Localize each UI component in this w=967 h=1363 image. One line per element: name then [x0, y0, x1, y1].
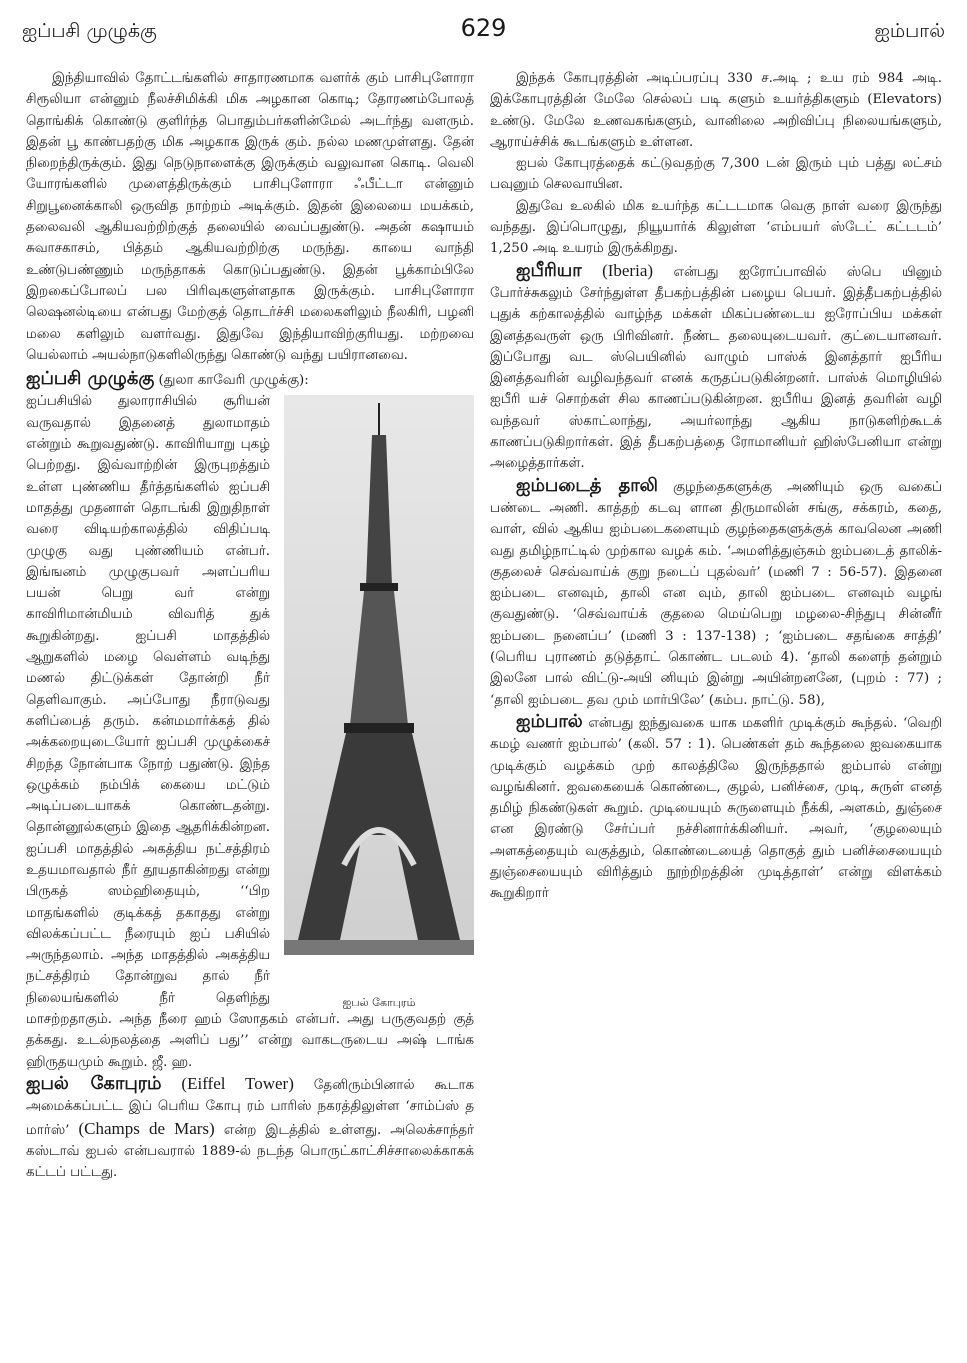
- entry-eiffel-champs: (Champs de Mars): [78, 1118, 215, 1138]
- entry-title-ippasi: ஐப்பசி முழுக்கு: [26, 368, 155, 390]
- left-column: [26, 68, 474, 1183]
- eiffel-figure: [284, 395, 474, 1010]
- entry-title-aimpadai: ஐம்படைத் தாலி: [516, 474, 659, 496]
- eiffel-continued-3: இதுவே உலகில் மிக உயர்ந்த கட்டடமாக வெகு நாள் வரை இருந்து வந்தது. இப்பொழுது, நியூயார்க் கிலுள்ள ‘எம்பயர் ஸ்டேட் கட்டடம்’ 1,250 அடி உயரம் இருக்கிறது.: [490, 198, 942, 257]
- entry-title-eiffel: ஐபல் கோபுரம்: [26, 1072, 162, 1094]
- entry-aimpal-text: என்பது ஐந்துவகை யாக மகளிர் முடிக்கும் கூந்தல். ‘வெறி கமழ் வணர் ஐம்பால்’ (கலி. 57 : 1). பெண்கள் தம் கூந்தலை ஐவகையாக முடிக்கும் வழக்கம் முற் காலத்திலே இருந்ததால் ஐம்பால் என்று வழங்கினர். ஐவகையைக் கொண்டை, குழல், பனிச்சை, முடி, சுருள் எனத் தமிழ் நிகண்டுகள் கூறும். முடியையும் சுருளையும் நீக்கி, அளகம், துஞ்சை என இரண்டு சேர்ப்பர் நச்சினார்க்கினியர். அவர், ‘குழலையும் அளகத்தையும் வகுத்தும், கொண்டையைத் தொகுத் தும் பனிச்சையையும் துஞ்சையையும் விரித்தும் நூற்றிறத்தின் முடித்தாள்’ என்று விளக்கம் கூறுகிறார்: [490, 715, 942, 902]
- entry-eiffel-text-2: என்ற இடத்தில் உள்ளது. அலெக்சாந்தர் கஸ்டாவ் ஐபல் என்பவரால் 1889-ல் நடந்த பொருட்காட்சிச்சாலைக்காகக் கட்டப் பட்டது.: [26, 1122, 474, 1181]
- entry-title-aimpal: ஐம்பால்: [516, 710, 583, 732]
- entry-title-iberia: ஐபீரியா: [516, 259, 582, 281]
- page-header: [22, 14, 945, 50]
- entry-iberia-text: என்பது ஐரோப்பாவில் ஸ்பெ யினும் போர்ச்சுகலும் சேர்ந்துள்ள தீபகற்பத்தின் பழைய பெயர். இத்தீபகற்பத்தில் புதுக் கற்காலத்தில் வாழ்ந்த மக்கள் மிகப்பண்டைய ஐரோப்பிய மக்கள் இனத்தவருள் ஒரு பிரிவினர். நீண்ட தலையுடையவர். குட்டையானவர். இப்போது வட ஸ்பெயினில் வாழும் பாஸ்க் இனத்தார் ஐபீரிய இனத்தவரின் வழிவந்தவர் எனக் கருதப்படுகின்றனர். பாஸ்க் மொழியில் ஐபீரி யச் சொற்கள் சில காணப்படுகின்றன. ஐபீரிய இனத் தவரின் வழி வந்தவர் ஸ்காட்லாந்து, அயர்லாந்து ஆகிய நாடுகளிற்கூடக் காணப்படுகிறார்கள். இத் தீபகற்பத்தை ரோமானியர் ஹிஸ்பேனியா என்று அழைத்தார்கள்.: [490, 264, 942, 472]
- running-head-right: ஐம்பால்: [874, 20, 945, 42]
- entry-alt-ippasi: (துலா காவேரி முழுக்கு):: [158, 373, 309, 389]
- page-number: 629: [460, 14, 507, 42]
- entry-ippasi-signature: ஜீ. ஹ.: [151, 1054, 193, 1070]
- entry-aimpal: [490, 711, 942, 905]
- right-column: [490, 68, 942, 905]
- entry-aimpadai: [490, 475, 942, 711]
- entry-iberia-english: (Iberia): [602, 260, 654, 280]
- entry-iberia: [490, 260, 942, 475]
- passiflora-paragraph: இந்தியாவில் தோட்டங்களில் சாதாரணமாக வளர்க் கும் பாசிபுளோரா சிரூலியா என்னும் நீலச்சிமிக்கி மிக அழகான கொடி; தோரணம்போலத் தொங்கிக் கொண்டு குளிர்ந்த பொதும்பர்களின்மேல் அடர்ந்து வளரும். இதன் பூ காண்பதற்கு மிக அழகாக இருக் கும். நல்ல மணமுள்ளது. தேன் நிறைந்திருக்கும். இது நெடுநாளைக்கு இருக்கும் வலுவான கொடி. வெலி யோரங்களில் முளைத்திருக்கும் பாசிபுளோரா ஃபீட்டா என்னும் சிறுபூனைக்காலி ஒருவித நாற்றம் அடிக்கும். இதன் இலையை மயக்கம், தலைவலி ஆகியவற்றிற்குத் தலையில் வைப்பதுண்டு. அதன் கஷாயம் சுவாசகாசம், பித்தம் ஆகியவற்றிற்கு மருந்து. காயை வாந்தி உண்டுபண்ணும் மருந்தாகக் கொடுப்பதுண்டு. இதன் பூக்காம்பிலே இறகைப்போலப் பல பிரிவுகளுள்ளதாக இருக்கும். பாசிபுளோரா லெஷனல்டியை என்பது மேற்குத் தொடர்ச்சி மலைகளிலும் நீலகிரி, பழனி மலை களிலும் வளர்வது. இதுவே இந்தியாவிற்குரியது. மற்றவை யெல்லாம் அயல்நாடுகளிலிருந்து கொண்டு வந்து பயிரானவை.: [26, 71, 474, 363]
- entry-eiffel-text: தேனிரும்பினால் கூடாக அமைக்கப்பட்ட இப் பெரிய கோபு ரம் பாரிஸ் நகரத்திலுள்ள ‘சாம்ப்ஸ் த மார்ஸ்’: [26, 1077, 475, 1138]
- entry-ippasi: [26, 368, 474, 391]
- entry-aimpadai-text: குழந்தைகளுக்கு அணியும் ஒரு வகைப் பண்டை அணி. காத்தற் கடவு ளான திருமாலின் சங்கு, சக்கரம், கதை, வாள், வில் ஆகிய ஐம்படைகளையும் குழந்தைகளுக்குக் காவலென அணி வது தமிழ்நாட்டில் முற்கால வழக் கம். ‘அமளித்துஞ்சும் ஐம்படைத் தாலிக்-குதலைச் செவ்வாய்க் குறு நடைப் புதல்வர்’ (மணி 7 : 56-57). இதனை ஐம்படை எனவும், தாலி என வும், தாலி ஐம்படை எனவும் வழங் குவதுண்டு. ‘செவ்வாய்க் குதலை மெய்பெறு மழலை-சிந்துபு சின்னீர் ஐம்படை நனைப்ப’ (மணி 3 : 137-138) ; ‘ஐம்படை சதங்கை சாத்தி’ (பெரிய புராணம் தடுத்தாட் கொண்ட படலம் 4). ‘தாலி களைந் தன்றும் இலனே பால் விட்டு-அயி னியும் இன்று அயின்றனனே, (புறம் : 77) ; ‘தாலி ஐம்படை தவ மும் மார்பிலே’ (கம்ப. நாட்டு. 58),: [490, 479, 942, 708]
- entry-eiffel-english: (Eiffel Tower): [181, 1073, 294, 1093]
- eiffel-continued-1: இந்தக் கோபுரத்தின் அடிப்பரப்பு 330 ச.அடி ; உய ரம் 984 அடி. இக்கோபுரத்தின் மேலே செல்லப் படி களும் உயர்த்திகளும் (Elevators) உண்டு. மேலே உணவகங்களும், வானிலை அறிவிப்பு நிலையங்களும், ஆராய்ச்சிக் கூடங்களும் உள்ளன.: [490, 71, 942, 150]
- eiffel-tower-illustration: [284, 395, 474, 955]
- entry-eiffel: [26, 1073, 474, 1183]
- eiffel-continued-2: ஐபல் கோபுரத்தைக் கட்டுவதற்கு 7,300 டன் இரும் பும் பத்து லட்சம் பவுனும் செலவாயின.: [490, 156, 942, 193]
- entry-ippasi-text: ஐப்பசியில் துலாராசியில் சூரியன் வருவதால் இதனைத் துலாமாதம் என்றும் கூறுவதுண்டு. காவிரியாறு புகழ் பெற்றது. இவ்வாற்றின் இருபுறத்தும் உள்ள புண்ணிய தீர்த்தங்களில் ஐப்பசி மாதத்து முதனாள் தொடங்கி இறுதிநாள் வரை விடியற்காலத்தில் விதிப்படி முழுகு வது புண்ணியம் என்பர். இங்ஙனம் முழுகுபவர் அளப்பரிய பயன் பெறு வர் என்று காவிரிமான்மியம் விவரித் துக் கூறுகின்றது. ஐப்பசி மாதத்தில் ஆறுகளில் மழை வெள்ளம் வடிந்து மணல் திட்டுக்கள் தோன்றி நீர் தெளிவாகும். அப்போது நீராடுவது களிப்பைத் தரும். கன்மமார்க்கத் தில் அக்கறையுடையோர் ஐப்பசி முழுக்கைச் சிறந்த நோன்பாக நோற் பதுண்டு. இந்த ஒழுக்கம் நம்பிக் கையை மட்டும் அடிப்படையாகக் கொண்டதன்று. தொன்னூல்களும் இதை ஆதரிக்கின்றன. ஐப்பசி மாதத்தில் அகத்திய நட்சத்திரம் உதயமாவதால் நீர் தூயதாகின்றது என்று பிருகத் ஸம்ஹிதையும், ‘‘பிற மாதங்களில் குடிக்கத் தகாதது என்று விலக்கப்பட்ட நீரையும் ஐப் பசியில் அருந்தலாம். அந்த மாதத்தில் அகத்திய நட்சத்திரம் தோன்றுவ தால் நீர் நிலையங்களில் நீர் தெளிந்து மாசற்றதாகும். அந்த நீரை ஹம் ஸோதகம் என்பர். அது பருகுவதற் குத் தக்கது. உடல்நலத்தை அளிப் பது’’ என்று வாகடருடைய அஷ் டாங்க ஹிருதயமும் கூறும்.: [26, 394, 474, 1070]
- figure-caption: ஐபல் கோபுரம்: [342, 996, 416, 1010]
- running-head-left: ஐப்பசி முழுக்கு: [22, 20, 157, 42]
